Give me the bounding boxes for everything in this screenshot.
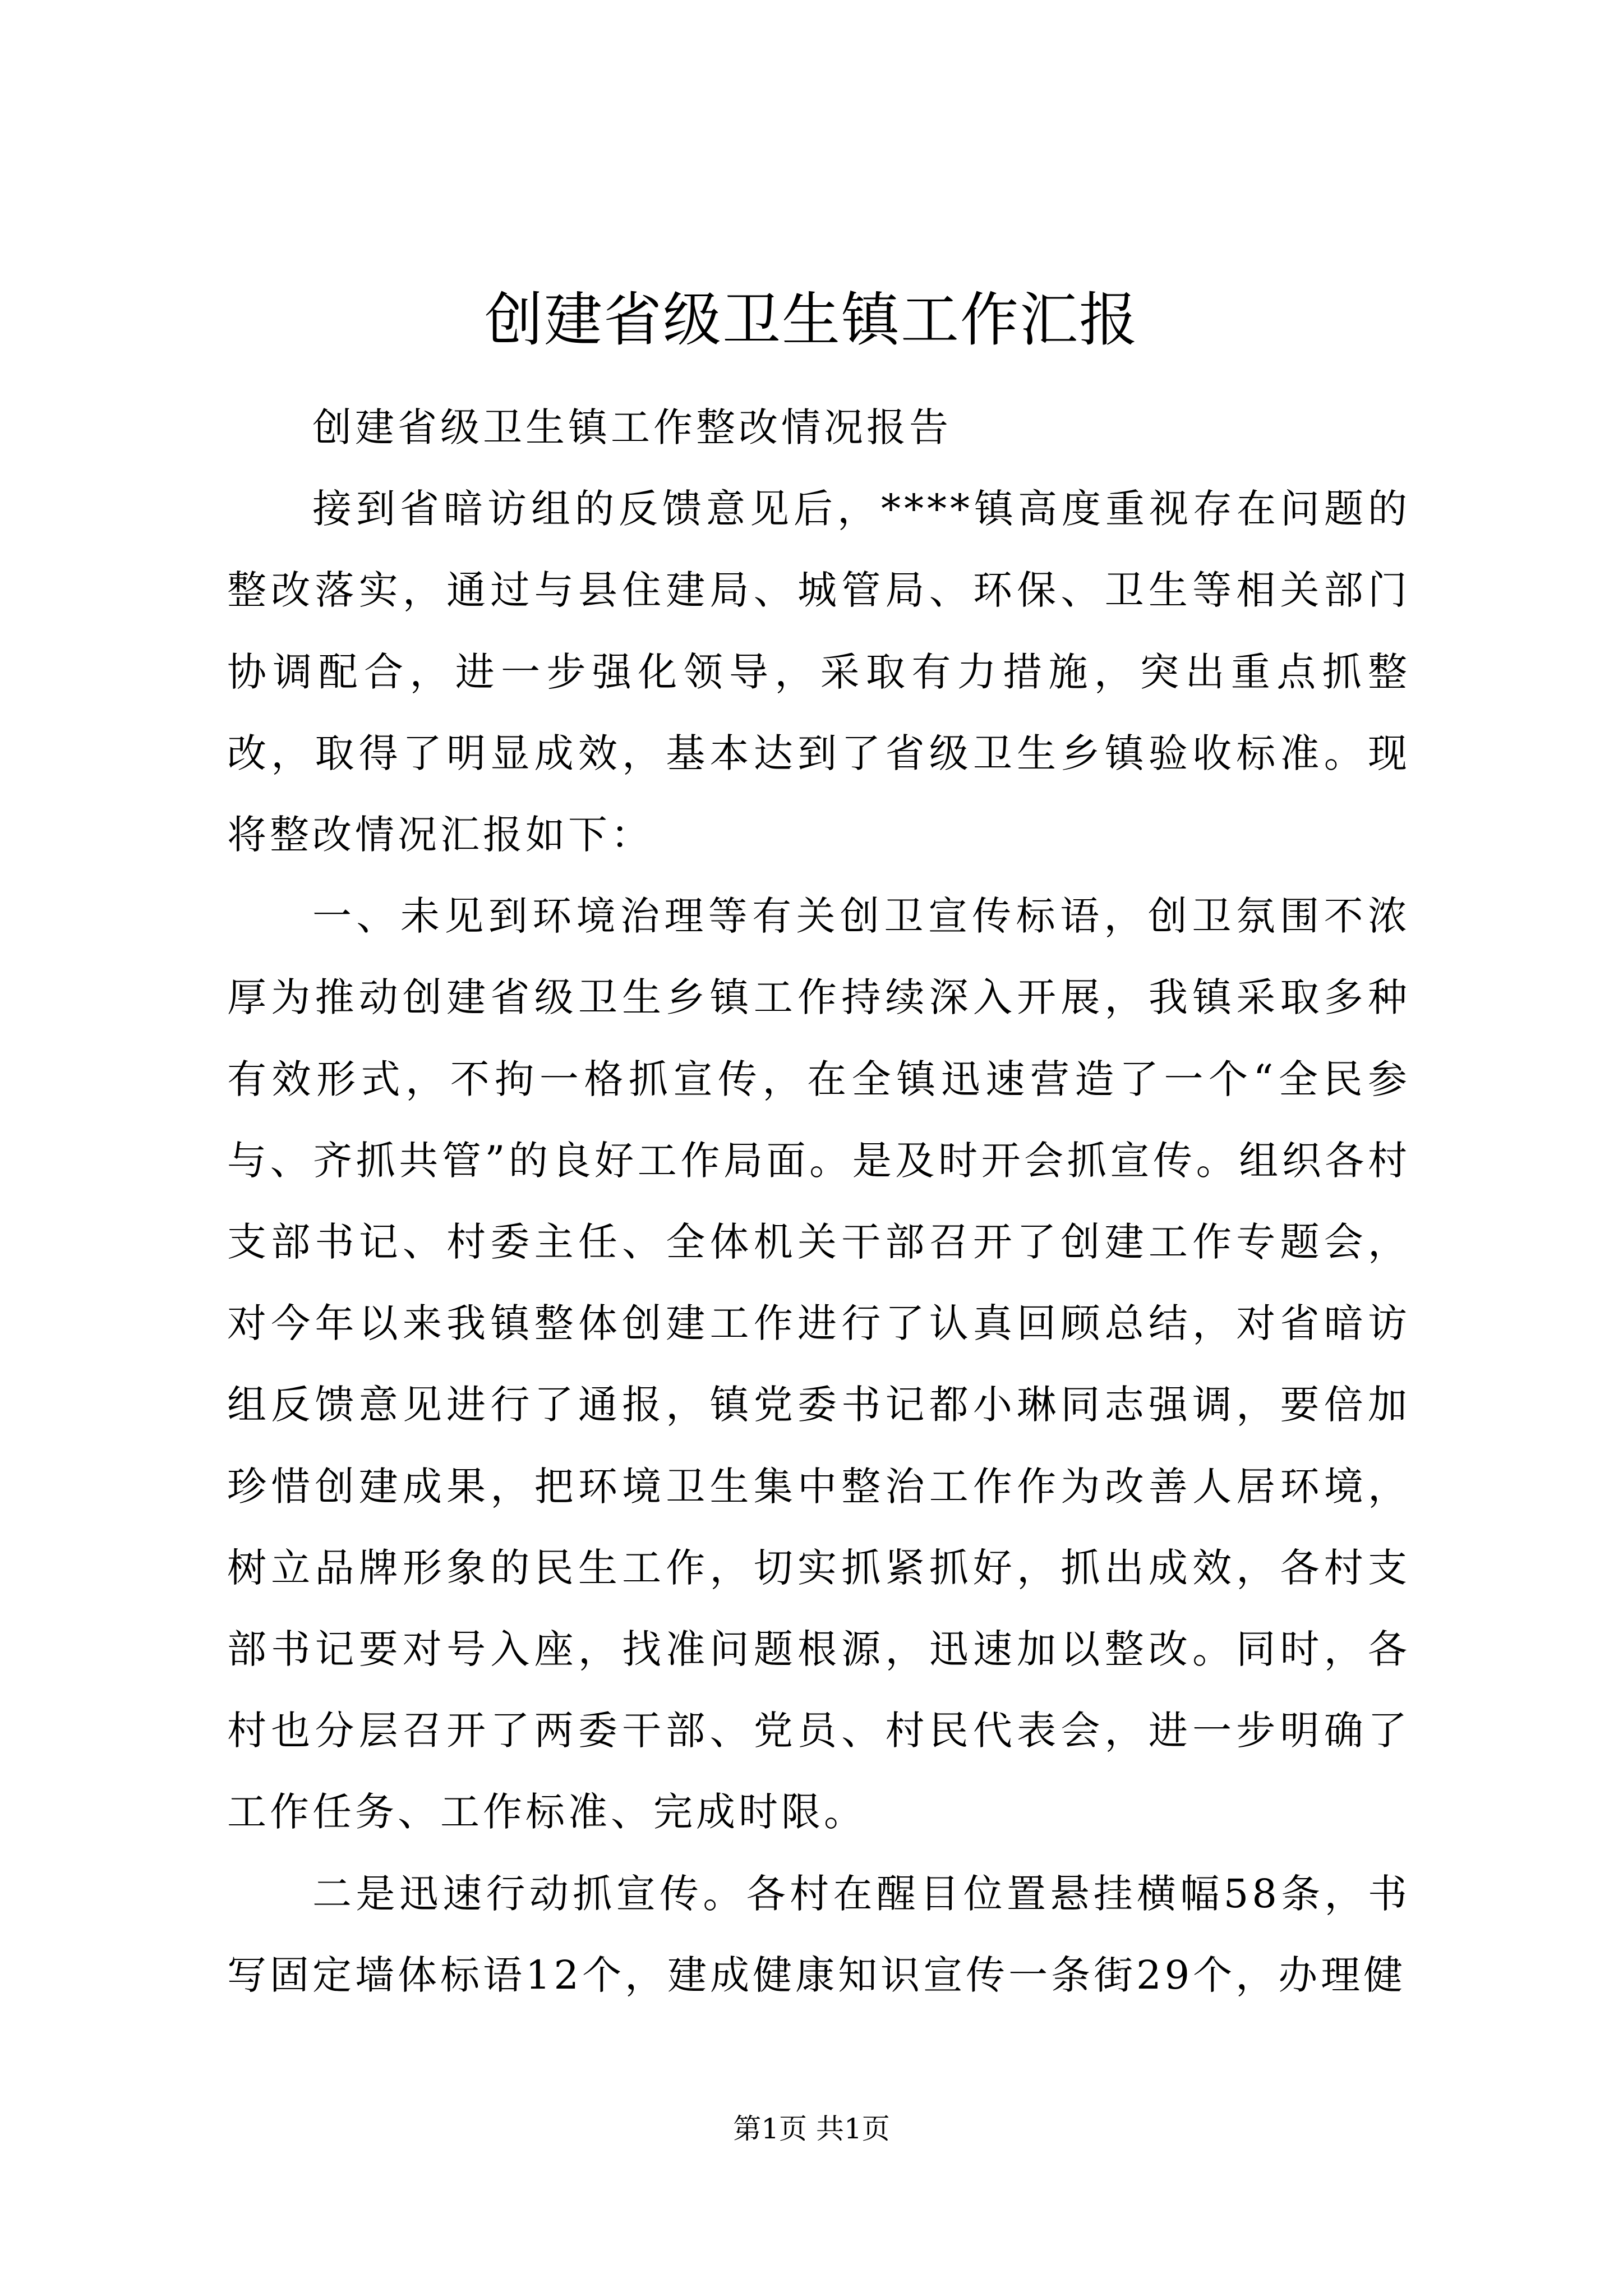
document-title: 创建省级卫生镇工作汇报 — [484, 286, 1138, 354]
paragraph-section-one: 一、未见到环境治理等有关创卫宣传标语，创卫氛围不浓厚为推动创建省级卫生乡镇工作持续深入开展，我镇采取多种有效形式，不拘一格抓宣传，在全镇迅速营造了一个“全民参与、齐抓共管”的良好工作局面。是及时开会抓宣传。组织各村支部书记、村委主任、全体机关干部召开了创建工作专题会，对今年以来我镇整体创建工作进行了认真回顾总结，对省暗访组反馈意见进行了通报，镇党委书记都小琳同志强调，要倍加珍惜创建成果，把环境卫生集中整治工作作为改善人居环境，树立品牌形象的民生工作，切实抓紧抓好，抓出成效，各村支部书记要对号入座，找准问题根源，迅速加以整改。同时，各村也分层召开了两委干部、党员、村民代表会，进一步明确了工作任务、工作标准、完成时限。 — [227, 893, 1410, 1835]
paragraph-section-two: 二是迅速行动抓宣传。各村在醒目位置悬挂横幅58条，书写固定墙体标语12个，建成健康知识宣传一条街29个，办理健 — [227, 1870, 1410, 1998]
document-body — [227, 387, 1410, 2016]
paragraph-intro: 接到省暗访组的反馈意见后，****镇高度重视存在问题的整改落实，通过与县住建局、城管局、环保、卫生等相关部门协调配合，进一步强化领导，采取有力措施，突出重点抓整改，取得了明显成效，基本达到了省级卫生乡镇验收标准。现将整改情况汇报如下： — [227, 486, 1410, 858]
page-footer: 第1页 共1页 — [733, 2113, 890, 2145]
paragraph-subtitle: 创建省级卫生镇工作整改情况报告 — [312, 404, 952, 450]
